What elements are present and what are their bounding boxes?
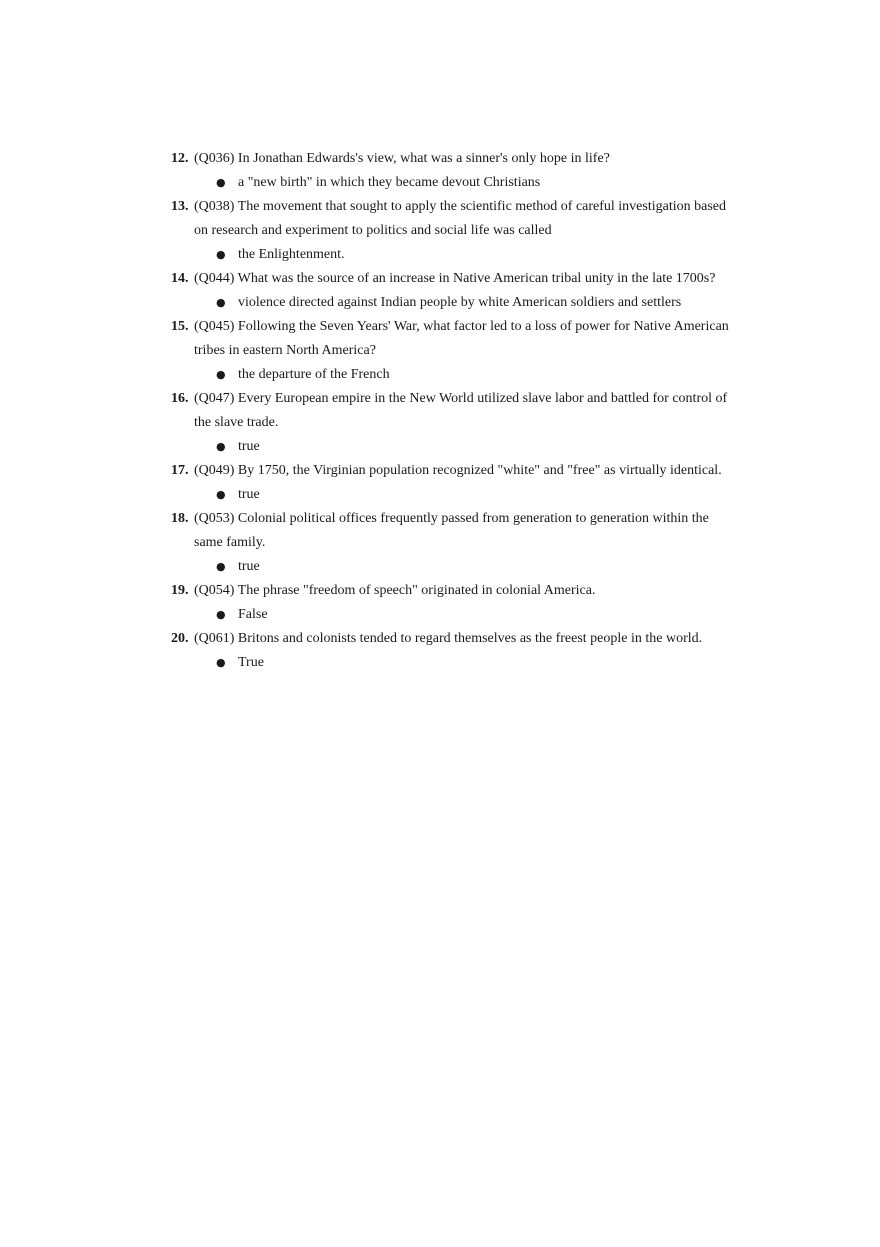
- question-number: 16.: [171, 391, 189, 406]
- question-text: (Q047) Every European empire in the New World utilized slave labor and battled for control of the slave trade.: [194, 391, 728, 430]
- answer-item: [194, 603, 731, 627]
- answer-list: [194, 555, 731, 579]
- answer-list: [194, 171, 731, 195]
- answer-item: [194, 555, 731, 579]
- question-number: 19.: [171, 583, 189, 598]
- bullet-icon: ●: [216, 488, 226, 501]
- question-number: 18.: [171, 511, 189, 526]
- question-item: [171, 627, 731, 675]
- answer-text: True: [238, 655, 264, 670]
- question-item: [171, 267, 731, 315]
- question-text: (Q061) Britons and colonists tended to regard themselves as the freest people in the world.: [194, 631, 703, 646]
- bullet-icon: ●: [216, 368, 226, 381]
- answer-item: [194, 243, 731, 267]
- bullet-icon: ●: [216, 440, 226, 453]
- question-number: 12.: [171, 151, 189, 166]
- bullet-icon: ●: [216, 176, 226, 189]
- question-text: (Q049) By 1750, the Virginian population recognized "white" and "free" as virtually identical.: [194, 463, 722, 478]
- bullet-icon: ●: [216, 608, 226, 621]
- question-item: [171, 459, 731, 507]
- question-list: [171, 147, 731, 675]
- question-item: [171, 147, 731, 195]
- answer-item: [194, 291, 731, 315]
- question-text: (Q038) The movement that sought to apply the scientific method of careful investigation based on research and experiment to politics and social life was called: [194, 199, 726, 238]
- answer-item: [194, 363, 731, 387]
- question-text: (Q053) Colonial political offices frequently passed from generation to generation within the same family.: [194, 511, 709, 550]
- answer-list: [194, 603, 731, 627]
- answer-list: [194, 363, 731, 387]
- answer-list: [194, 291, 731, 315]
- question-number: 14.: [171, 271, 189, 286]
- question-text: (Q044) What was the source of an increase in Native American tribal unity in the late 1700s?: [194, 271, 716, 286]
- answer-text: true: [238, 439, 260, 454]
- question-item: [171, 195, 731, 267]
- answer-text: the departure of the French: [238, 367, 390, 382]
- question-text: (Q036) In Jonathan Edwards's view, what was a sinner's only hope in life?: [194, 151, 610, 166]
- answer-text: true: [238, 559, 260, 574]
- answer-text: true: [238, 487, 260, 502]
- answer-list: [194, 651, 731, 675]
- answer-list: [194, 435, 731, 459]
- answer-list: [194, 483, 731, 507]
- bullet-icon: ●: [216, 656, 226, 669]
- question-number: 13.: [171, 199, 189, 214]
- question-number: 20.: [171, 631, 189, 646]
- bullet-icon: ●: [216, 296, 226, 309]
- answer-list: [194, 243, 731, 267]
- answer-text: the Enlightenment.: [238, 247, 345, 262]
- answer-text: a "new birth" in which they became devout Christians: [238, 175, 541, 190]
- bullet-icon: ●: [216, 560, 226, 573]
- answer-item: [194, 171, 731, 195]
- question-item: [171, 315, 731, 387]
- question-item: [171, 387, 731, 459]
- question-text: (Q054) The phrase "freedom of speech" originated in colonial America.: [194, 583, 596, 598]
- bullet-icon: ●: [216, 248, 226, 261]
- question-number: 15.: [171, 319, 189, 334]
- answer-item: [194, 435, 731, 459]
- question-text: (Q045) Following the Seven Years' War, what factor led to a loss of power for Native American tribes in eastern North America?: [194, 319, 729, 358]
- question-number: 17.: [171, 463, 189, 478]
- answer-text: False: [238, 607, 268, 622]
- answer-item: [194, 651, 731, 675]
- question-item: [171, 507, 731, 579]
- question-item: [171, 579, 731, 627]
- answer-item: [194, 483, 731, 507]
- answer-text: violence directed against Indian people by white American soldiers and settlers: [238, 295, 682, 310]
